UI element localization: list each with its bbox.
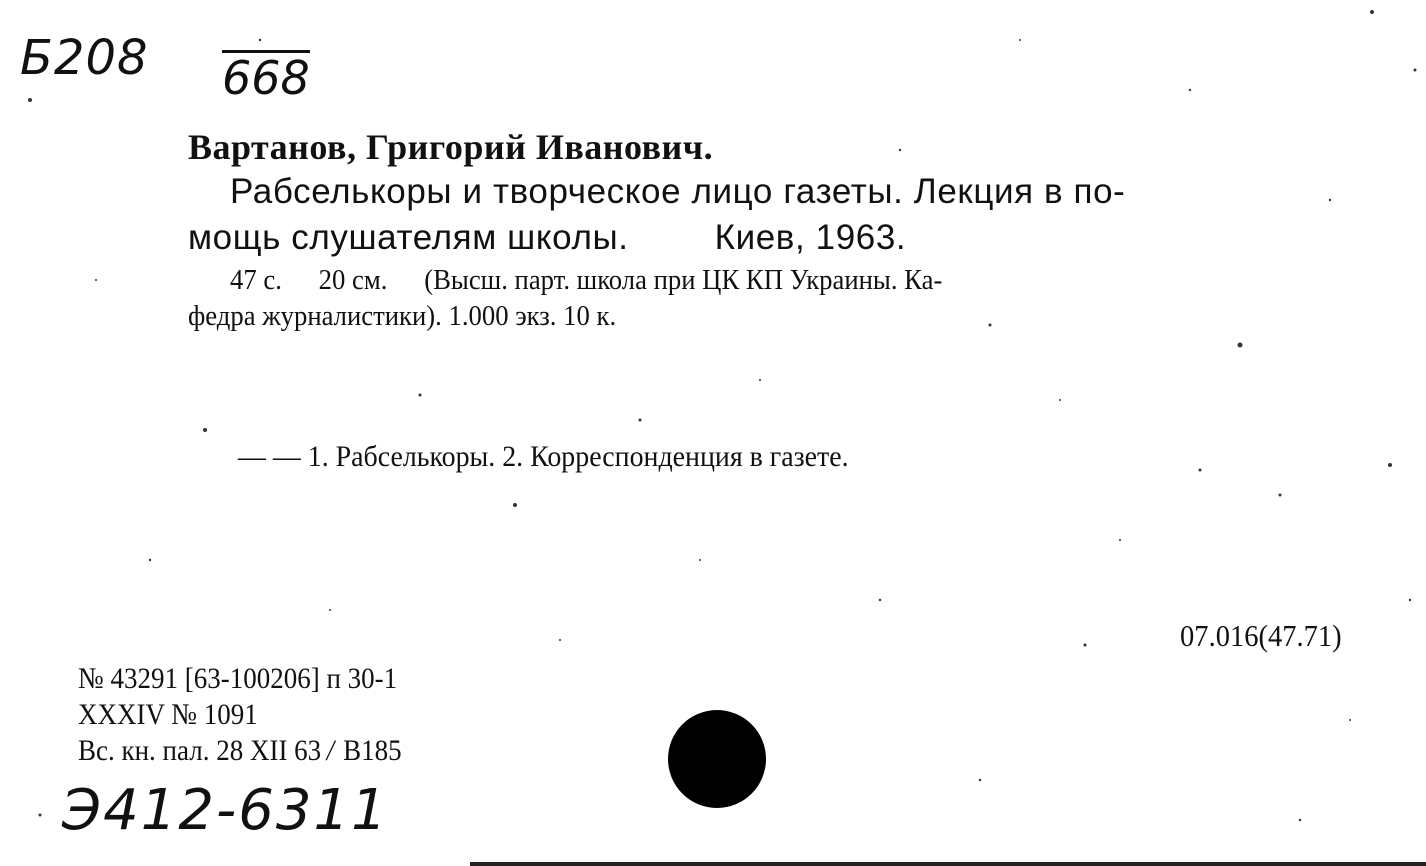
registry-line-1: № 43291 [63-100206] п 30-1 bbox=[78, 662, 398, 695]
author-heading: Вартанов, Григорий Иванович. bbox=[188, 127, 714, 167]
physical-description-line-1 bbox=[230, 264, 942, 297]
chamber-record: Вс. кн. пал. 28 XII 63 bbox=[78, 734, 322, 767]
title-line-1: Рабселькоры и творческое лицо газеты. Лекция в по- bbox=[230, 172, 1126, 211]
title-continuation: мощь слушателям школы. bbox=[188, 218, 629, 257]
series-note-1: (Высш. парт. школа при ЦК КП Украины. Ка- bbox=[424, 264, 943, 296]
accession-number: Э412-6311 bbox=[62, 778, 389, 843]
registry-line-3 bbox=[78, 734, 402, 768]
title-line-2 bbox=[188, 218, 906, 258]
series-note-2: федра журналистики). 1.000 экз. 10 к. bbox=[188, 300, 617, 332]
registry-line-2: XXXIV № 1091 bbox=[78, 698, 258, 731]
punch-hole bbox=[668, 710, 766, 808]
card-bottom-edge bbox=[470, 862, 1426, 866]
subject-headings: — — 1. Рабселькоры. 2. Корреспонденция в газете. bbox=[238, 440, 849, 473]
registry-slash: / bbox=[326, 734, 335, 767]
book-size: 20 см. bbox=[318, 264, 388, 296]
shelf-number: 668 bbox=[222, 51, 310, 105]
place-year: Киев, 1963. bbox=[714, 218, 907, 257]
shelf-code: Б208 bbox=[20, 30, 149, 86]
chamber-code: В185 bbox=[343, 734, 402, 767]
page-count: 47 с. bbox=[230, 264, 282, 296]
classification-index: 07.016(47.71) bbox=[1180, 618, 1342, 653]
